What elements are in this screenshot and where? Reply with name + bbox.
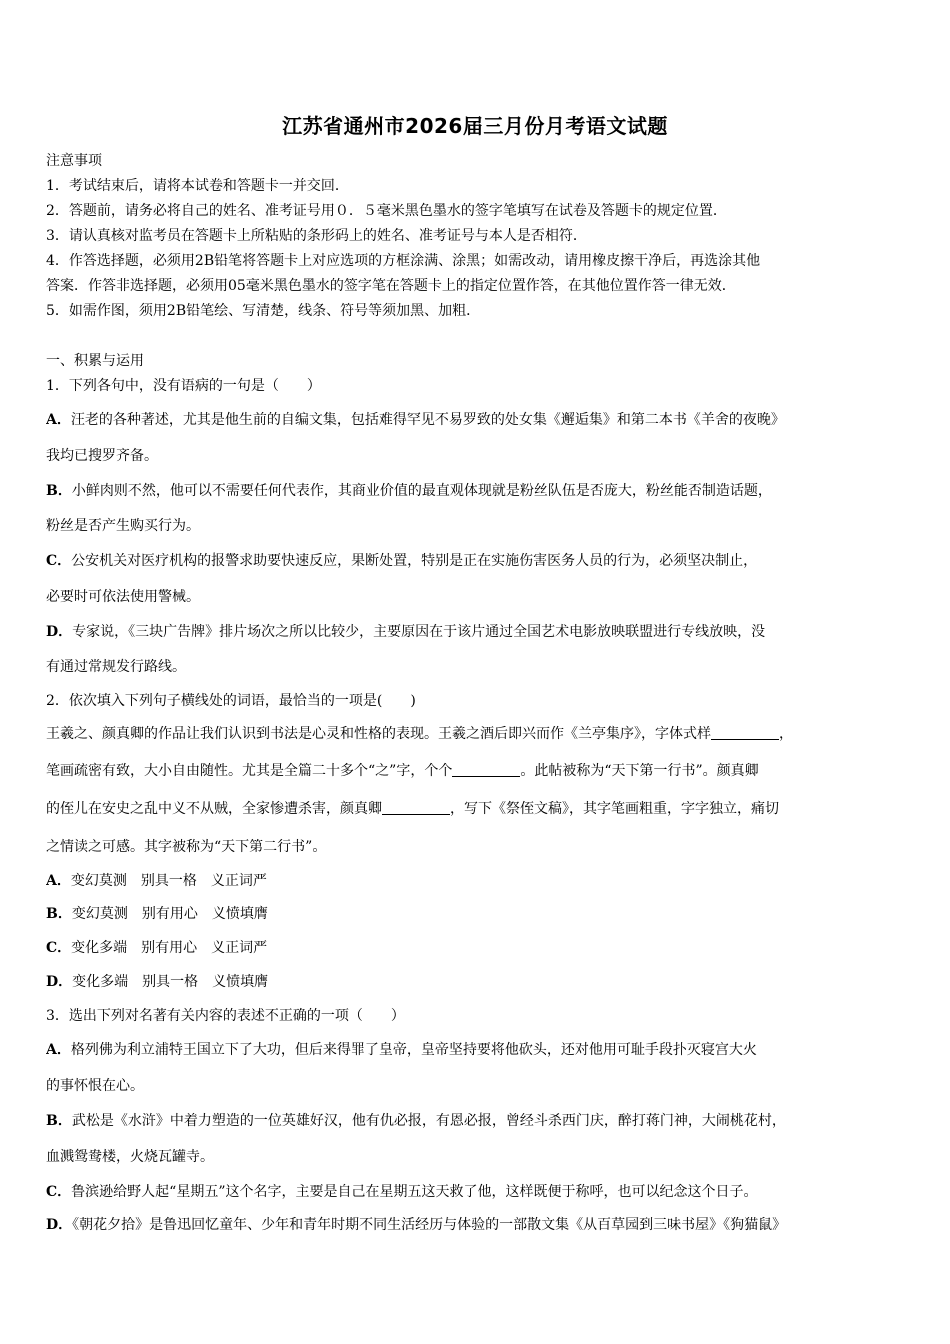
notice-item: 3．请认真核对监考员在答题卡上所粘贴的条形码上的姓名、准考证号与本人是否相符．: [46, 228, 587, 244]
option-text: 小鲜肉则不然，他可以不需要任何代表作，其商业价值的最直观体现就是粉丝队伍是否庞大，粉丝能否制造话题，: [71, 483, 772, 499]
q1-option-b-cont: 粉丝是否产生购买行为。: [46, 518, 200, 534]
notice-item: 答案．作答非选择题，必须用05毫米黑色墨水的签字笔在答题卡上的指定位置作答，在其他位置作答一律无效．: [46, 278, 736, 294]
q1-option-a: [46, 410, 916, 430]
option-text: 鲁滨逊给野人起“星期五”这个名字，主要是自己在星期五这天救了他，这样既便于称呼，也可以纪念这个日子。: [71, 1184, 758, 1200]
fill-blank: [382, 800, 450, 815]
q3-option-a-cont: 的事怀恨在心。: [46, 1078, 144, 1094]
option-letter: B．: [46, 483, 72, 499]
question-2-stem: 2．依次填入下列句子横线处的词语，最恰当的一项是( ): [46, 693, 416, 709]
option-text: 变化多端 别有用心 义正词严: [71, 940, 268, 956]
option-text: 变化多端 别具一格 义愤填膺: [72, 974, 269, 990]
passage-text: 的侄儿在安史之乱中义不从贼，全家惨遭杀害，颜真卿: [46, 801, 382, 817]
option-letter: D．: [46, 1217, 73, 1233]
fill-blank: [711, 725, 779, 740]
q3-option-b: [46, 1111, 916, 1131]
q2-passage-line: [46, 761, 916, 781]
option-letter: D．: [46, 974, 73, 990]
option-letter: D．: [46, 624, 73, 640]
option-text: 汪老的各种著述，尤其是他生前的自编文集，包括难得罕见不易罗致的处女集《邂逅集》和第二本书《羊舍的夜晚》: [70, 412, 785, 428]
q1-option-b: [46, 481, 916, 501]
option-letter: C．: [46, 1184, 72, 1200]
notice-item: 5．如需作图，须用2B铅笔绘、写清楚，线条、符号等须加黑、加粗．: [46, 303, 481, 319]
q3-option-a: [46, 1040, 916, 1060]
q2-passage-line: [46, 724, 916, 744]
q3-option-c: [46, 1182, 916, 1202]
q2-option-c: [46, 938, 916, 958]
option-letter: A．: [46, 873, 71, 889]
notice-item: 1．考试结束后，请将本试卷和答题卡一并交回．: [46, 178, 349, 194]
section-heading: 一、积累与运用: [46, 353, 144, 369]
notice-item: 2．答题前，请务必将自己的姓名、准考证号用０．５毫米黑色墨水的签字笔填写在试卷及答题卡的规定位置．: [46, 203, 727, 219]
q2-option-d: [46, 972, 916, 992]
passage-text: 笔画疏密有致，大小自由随性。尤其是全篇二十多个“之”字，个个: [46, 763, 453, 779]
q3-option-d: [46, 1215, 916, 1235]
q1-option-c: [46, 551, 916, 571]
option-letter: C．: [46, 553, 72, 569]
q1-option-d: [46, 622, 916, 642]
option-text: 武松是《水浒》中着力塑造的一位英雄好汉，他有仇必报，有恩必报，曾经斗杀西门庆，醉打蒋门神，大闹桃花村，: [71, 1113, 786, 1129]
option-letter: A．: [46, 412, 71, 428]
q1-option-a-cont: 我均已搜罗齐备。: [46, 448, 158, 464]
option-letter: C．: [46, 940, 72, 956]
option-letter: A．: [46, 1042, 71, 1058]
option-letter: B．: [46, 1113, 72, 1129]
passage-text: ，: [779, 726, 793, 742]
option-letter: B．: [46, 906, 72, 922]
option-text: 公安机关对医疗机构的报警求助要快速反应，果断处置，特别是正在实施伤害医务人员的行为，必须坚决制止，: [71, 553, 758, 569]
q3-option-b-cont: 血溅鸳鸯楼，火烧瓦罐寺。: [46, 1149, 214, 1165]
passage-text: 。此帖被称为“天下第一行书”。颜真卿: [520, 763, 759, 779]
option-text: 专家说，《三块广告牌》排片场次之所以比较少，主要原因在于该片通过全国艺术电影放映联盟进行专线放映，没: [72, 624, 766, 640]
q2-passage-line: [46, 799, 916, 819]
q2-passage-line: 之情读之可感。其字被称为“天下第二行书”。: [46, 839, 327, 855]
q2-option-a: [46, 871, 916, 891]
option-text: 格列佛为利立浦特王国立下了大功，但后来得罪了皇帝，皇帝坚持要将他砍头，还对他用可耻手段扑灭寝宫大火: [70, 1042, 757, 1058]
notice-item: 4．作答选择题，必须用2B铅笔将答题卡上对应选项的方框涂满、涂黑；如需改动，请用橡皮擦干净后，再选涂其他: [46, 253, 761, 269]
q2-option-b: [46, 904, 916, 924]
fill-blank: [452, 762, 520, 777]
question-3-stem: 3．选出下列对名著有关内容的表述不正确的一项（ ）: [46, 1008, 405, 1024]
option-text: 变幻莫测 别有用心 义愤填膺: [71, 906, 268, 922]
q1-option-c-cont: 必要时可依法使用警械。: [46, 589, 200, 605]
page-title: 江苏省通州市2026届三月份月考语文试题: [282, 114, 668, 138]
q1-option-d-cont: 有通过常规发行路线。: [46, 659, 186, 675]
option-text: 变幻莫测 别具一格 义正词严: [70, 873, 267, 889]
passage-text: 王羲之、颜真卿的作品让我们认识到书法是心灵和性格的表现。王羲之酒后即兴而作《兰亭集序》，字体式样: [46, 726, 711, 742]
question-1-stem: 1．下列各句中，没有语病的一句是（ ）: [46, 378, 321, 394]
notice-heading: 注意事项: [46, 153, 102, 169]
passage-text: ，写下《祭侄文稿》，其字笔画粗重，字字独立，痛切: [450, 801, 779, 817]
option-text: 《朝花夕拾》是鲁迅回忆童年、少年和青年时期不同生活经历与体验的一部散文集《从百草园到三味书屋》《狗猫鼠》: [72, 1217, 787, 1233]
